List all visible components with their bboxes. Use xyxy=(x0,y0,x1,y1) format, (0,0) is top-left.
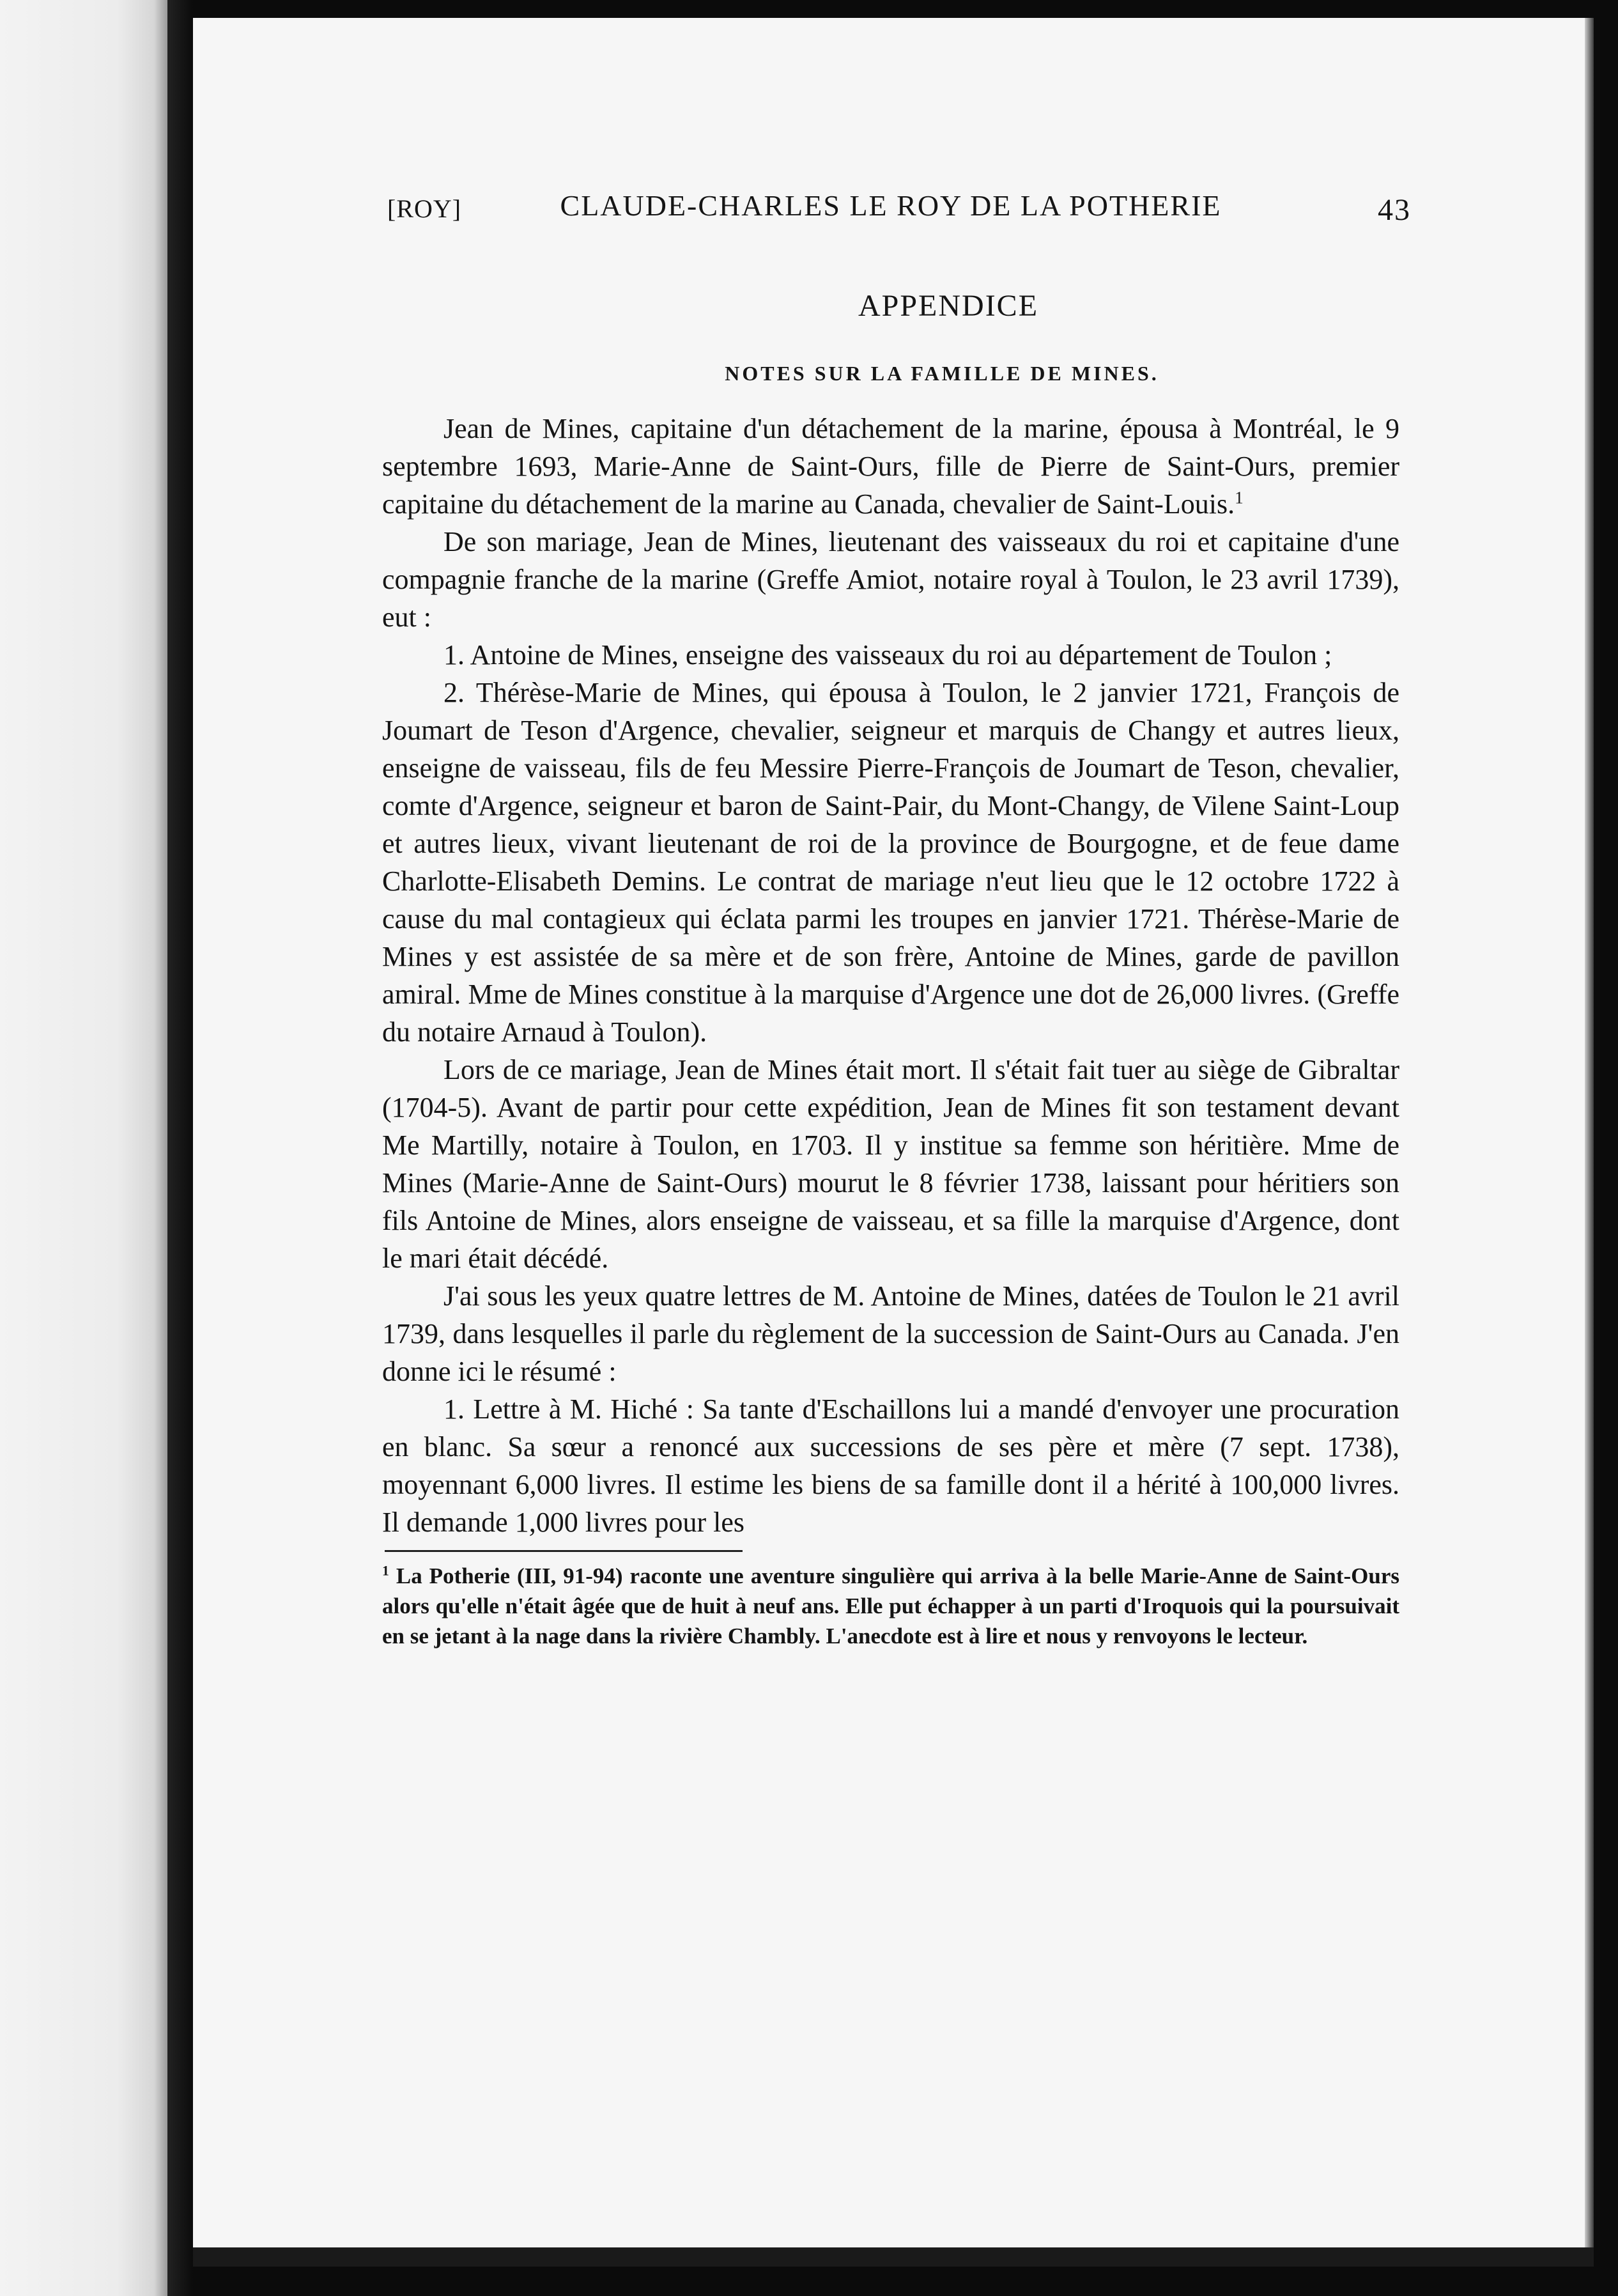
running-head-title: CLAUDE-CHARLES LE ROY DE LA POTHERIE xyxy=(560,189,1222,222)
paragraph: J'ai sous les yeux quatre lettres de M. Antoine de Mines, datées de Toulon le 21 avril 1739, dans lesquelles il parle du règlement de la succession de Saint-Ours au Canada. J'en donne ici le résumé : xyxy=(382,1280,1399,1387)
paragraph: Lors de ce mariage, Jean de Mines était mort. Il s'était fait tuer au siège de Gibraltar (1704-5). Avant de partir pour cette expédition, Jean de Mines fit son testament devant Me Martilly, notaire à Toulon, en 1703. Il y institue sa femme son héritière. Mme de Mines (Marie-Anne de Saint-Ours) mourut le 8 février 1738, laissant pour héritiers son fils Antoine de Mines, alors enseigne de vaisseau, et sa fille la marquise d'Argence, dont le mari était décédé. xyxy=(382,1054,1399,1274)
footnotes xyxy=(382,1561,1399,1651)
section-subtitle: NOTES SUR LA FAMILLE DE MINES. xyxy=(725,362,1159,385)
paragraph: De son mariage, Jean de Mines, lieutenant des vaisseaux du roi et capitaine d'une compagnie franche de la marine (Greffe Amiot, notaire royal à Toulon, le 23 avril 1739), eut : xyxy=(382,526,1399,633)
paragraph: Jean de Mines, capitaine d'un détachement de la marine, épousa à Montréal, le 9 septembre 1693, Marie-Anne de Saint-Ours, fille de Pierre de Saint-Ours, premier capitaine du détachement de la marine au Canada, chevalier de Saint-Louis.$^1$ xyxy=(382,413,1399,520)
footnote-reference: 1 xyxy=(1235,488,1244,508)
paragraph: 1. Lettre à M. Hiché : Sa tante d'Eschaillons lui a mandé d'envoyer une procuration en blanc. Sa sœur a renoncé aux successions de ses père et mère (7 sept. 1738), moyennant 6,000 livres. Il estime les biens de sa famille dont il a hérité à 100,000 livres. Il demande 1,000 livres pour les xyxy=(382,1393,1399,1538)
page-content xyxy=(382,189,1411,1651)
facing-page-margin xyxy=(0,0,167,2296)
page-bottom-shadow xyxy=(193,2247,1594,2267)
page-edge xyxy=(1585,18,1594,2247)
book-gutter xyxy=(167,0,193,2296)
section-title: APPENDICE xyxy=(858,289,1039,323)
running-head xyxy=(382,189,1411,229)
page-number: 43 xyxy=(1378,193,1411,227)
footnote-number: 1 xyxy=(382,1563,389,1579)
paragraph: 2. Thérèse-Marie de Mines, qui épousa à Toulon, le 2 janvier 1721, François de Joumart de Teson d'Argence, chevalier, seigneur et marquis de Changy et autres lieux, enseigne de vaisseau, fils de feu Messire Pierre-François de Joumart de Teson, chevalier, comte d'Argence, seigneur et baron de Saint-Pair, du Mont-Changy, de Vilene Saint-Loup et autres lieux, vivant lieutenant de roi de la province de Bourgogne, et de feue dame Charlotte-Elisabeth Demins. Le contrat de mariage n'eut lieu que le 12 octobre 1722 à cause du mal contagieux qui éclata parmi les troupes en janvier 1721. Thérèse-Marie de Mines y est assistée de sa mère et de son frère, Antoine de Mines, garde de pavillon amiral. Mme de Mines constitue à la marquise d'Argence une dot de 26,000 livres. (Greffe du notaire Arnaud à Toulon). xyxy=(382,677,1399,1048)
paragraph: 1. Antoine de Mines, enseigne des vaisseaux du roi au département de Toulon ; xyxy=(443,639,1332,671)
body-text xyxy=(382,410,1399,1541)
footnote: $^1$ La Potherie (III, 91-94) raconte une aventure singulière qui arriva à la belle Marie-Anne de Saint-Ours alors qu'elle n'était âgée que de huit à neuf ans. Elle put échapper à un parti d'Iroquois qui la poursuivait en se jetant à la nage dans la rivière Chambly. L'anecdote est à lire et nous y renvoyons le lecteur. xyxy=(382,1563,1400,1648)
running-head-left: [ROY] xyxy=(387,194,462,223)
footnote-divider xyxy=(385,1550,743,1552)
